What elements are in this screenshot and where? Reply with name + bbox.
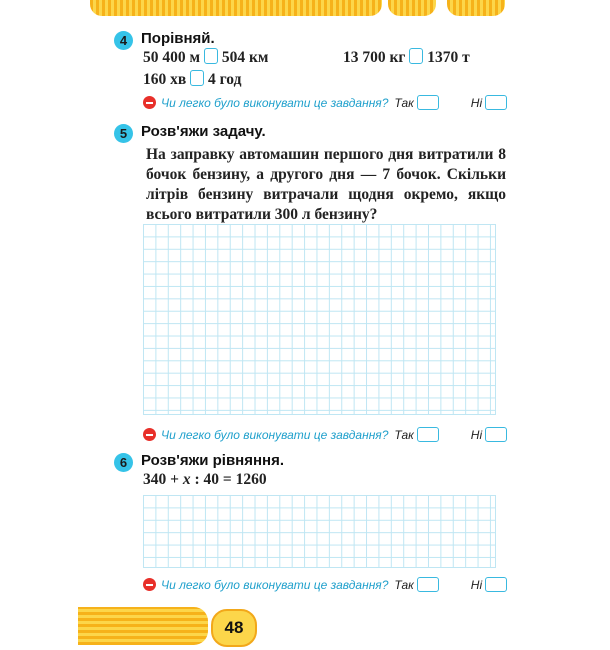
page-number: 48 — [211, 609, 257, 647]
answer-yes-label: Так — [394, 577, 414, 592]
self-check-icon — [143, 96, 156, 109]
self-check-icon — [143, 578, 156, 591]
compare-right-2: 1370 т — [427, 49, 470, 66]
self-check-question: Чи легко було виконувати це завдання? — [161, 577, 389, 592]
answer-yes-label: Так — [394, 95, 414, 110]
self-check-question: Чи легко було виконувати це завдання? — [161, 427, 389, 442]
compare-answer-box-1[interactable] — [204, 48, 218, 64]
compare-row-1 — [143, 48, 268, 67]
bottom-decorative-bar — [78, 607, 208, 645]
compare-right-1: 504 км — [221, 49, 269, 66]
task-6-answer-grid[interactable] — [143, 495, 496, 568]
compare-row-3 — [143, 70, 241, 89]
self-check-question: Чи легко було виконувати це завдання? — [161, 95, 389, 110]
answer-no-label: Ні — [470, 577, 483, 592]
task-6-equation: 340 + x : 40 = 1260 — [143, 471, 267, 488]
compare-left-2: 13 700 кг — [343, 49, 406, 66]
answer-no-label: Ні — [470, 427, 483, 442]
equation-variable: x — [182, 471, 191, 488]
task-4-title: Порівняй. — [141, 30, 215, 47]
compare-answer-box-2[interactable] — [409, 48, 423, 64]
answer-no-label: Ні — [470, 95, 483, 110]
answer-yes-box[interactable] — [417, 427, 439, 442]
compare-answer-box-3[interactable] — [190, 70, 204, 86]
self-check-icon — [143, 428, 156, 441]
task-5-title: Розв'яжи задачу. — [141, 123, 266, 140]
top-decorative-bar-right — [447, 0, 505, 16]
compare-row-2 — [343, 48, 470, 67]
self-check-row-1 — [143, 95, 507, 110]
answer-no-box[interactable] — [485, 577, 507, 592]
answer-yes-label: Так — [394, 427, 414, 442]
task-5-problem-text: На заправку автомашин першого дня витратили 8 бочок бензину, а другого дня — 7 бочок. Скільки літрів бензину витрачали щодня окремо, якщо всього витратили 300 л бензину? — [146, 146, 506, 223]
compare-left-1: 50 400 м — [143, 49, 201, 66]
top-decorative-bar-left — [90, 0, 382, 16]
answer-no-box[interactable] — [485, 427, 507, 442]
self-check-row-3 — [143, 577, 507, 592]
answer-no-box[interactable] — [485, 95, 507, 110]
task-4-number: 4 — [114, 31, 133, 50]
answer-yes-box[interactable] — [417, 95, 439, 110]
compare-right-3: 4 год — [208, 71, 242, 88]
self-check-row-2 — [143, 427, 507, 442]
task-6-title: Розв'яжи рівняння. — [141, 452, 285, 469]
answer-yes-box[interactable] — [417, 577, 439, 592]
task-5-number: 5 — [114, 124, 133, 143]
task-5-answer-grid[interactable] — [143, 224, 496, 415]
compare-left-3: 160 хв — [143, 71, 187, 88]
top-decorative-bar-middle — [388, 0, 436, 16]
task-6-number: 6 — [114, 453, 133, 472]
